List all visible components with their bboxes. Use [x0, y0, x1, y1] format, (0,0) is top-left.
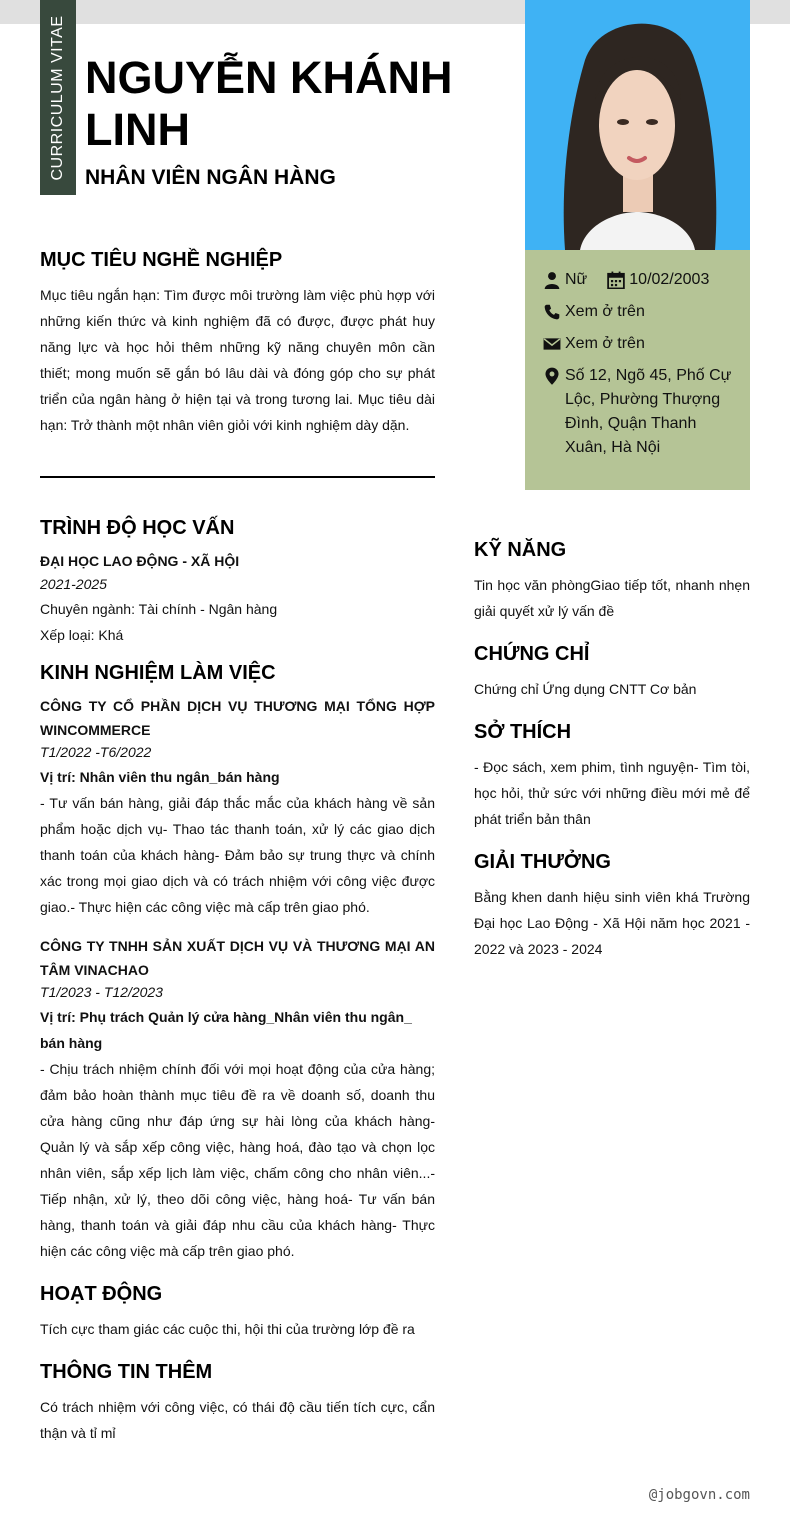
additional-text: Có trách nhiệm với công việc, có thái độ cầu tiến tích cực, cẩn thận và tỉ mỉ: [40, 1399, 435, 1441]
birthdate-value: 10/02/2003: [629, 271, 710, 288]
gender-birthdate-row: [543, 268, 736, 292]
activities-title: HOẠT ĐỘNG: [40, 1283, 163, 1305]
job-2-description: - Chịu trách nhiệm chính đối với mọi hoạt động của cửa hàng; đảm bảo hoàn thành mục tiêu đề ra về doanh số, doanh thu cửa hàng cũng như đáp ứng sự hài lòng của khách hàng- Quản lý và sắp xếp công việc, hàng hoá, đào tạo và chọn lọc nhân viên, sắp xếp lịch làm việc, chấm công cho nhân viên...- Tiếp nhận, xử lý, theo dõi công việc, hàng hoá- Tư vấn bán hàng, thanh toán và giải đáp nhu cầu của khách hàng- Thực hiện các công việc mà cấp trên giao phó.: [40, 1061, 435, 1259]
full-name: NGUYỄN KHÁNH LINH: [85, 52, 453, 155]
certificates-text: Chứng chỉ Ứng dụng CNTT Cơ bản: [474, 681, 697, 697]
skills-text: Tin học văn phòngGiao tiếp tốt, nhanh nhẹn giải quyết xử lý vấn đề: [474, 577, 750, 619]
address-value: Số 12, Ngõ 45, Phố Cự Lộc, Phường Thượng Đình, Quận Thanh Xuân, Hà Nội: [565, 367, 732, 456]
job-1-position: Vị trí: Nhân viên thu ngân_bán hàng: [40, 769, 280, 785]
skills-title: KỸ NĂNG: [474, 539, 567, 561]
email-row: [543, 332, 736, 356]
watermark: @jobgovn.com: [648, 1487, 750, 1503]
calendar-icon: [607, 271, 625, 289]
hobbies-text: - Đọc sách, xem phim, tình nguyện- Tìm tòi, học hỏi, thử sức với những điều mới mẻ để phát triển bản thân: [474, 759, 750, 827]
objective-text: Mục tiêu ngắn hạn: Tìm được môi trường làm việc phù hợp với những kiến thức và kinh nghiệm đã có được, được phát huy năng lực và học hỏi thêm những kỹ năng chuyên môn cần thiết; mong muốn sẽ gắn bó lâu dài và đóng góp cho sự phát triển của ngân hàng ở hiện tại và trong tương lai. Mục tiêu dài hạn: Trở thành một nhân viên giỏi với kinh nghiệm dày dặn.: [40, 287, 435, 433]
additional-title: THÔNG TIN THÊM: [40, 1361, 213, 1383]
experience-title: KINH NGHIỆM LÀM VIỆC: [40, 662, 276, 684]
job-2-position: Vị trí: Phụ trách Quản lý cửa hàng_Nhân viên thu ngân_ bán hàng: [40, 1009, 412, 1051]
phone-row: [543, 300, 736, 324]
divider: [40, 476, 435, 478]
phone-value: Xem ở trên: [565, 303, 645, 320]
person-icon: [543, 271, 561, 289]
education-title: TRÌNH ĐỘ HỌC VẤN: [40, 517, 235, 539]
cv-label: CURRICULUM VITAE: [49, 14, 66, 181]
certificates-title: CHỨNG CHỈ: [474, 643, 590, 665]
phone-icon: [543, 303, 561, 321]
gender-value: Nữ: [565, 271, 588, 288]
job-1-period: T1/2022 -T6/2022: [40, 744, 152, 760]
job-title: NHÂN VIÊN NGÂN HÀNG: [85, 166, 336, 189]
activities-text: Tích cực tham giác các cuộc thi, hội thi của trường lớp đề ra: [40, 1321, 415, 1337]
job-2-company: CÔNG TY TNHH SẢN XUẤT DỊCH VỤ VÀ THƯƠNG MẠI AN TÂM VINACHAO: [40, 938, 435, 978]
mail-icon: [543, 335, 561, 353]
objective-title: MỤC TIÊU NGHỀ NGHIỆP: [40, 249, 283, 271]
awards-title: GIẢI THƯỞNG: [474, 851, 611, 873]
email-value: Xem ở trên: [565, 335, 645, 352]
cv-side-tag: [40, 0, 76, 195]
contact-box: [525, 250, 750, 490]
education-period: 2021-2025: [40, 576, 107, 592]
education-major: Chuyên ngành: Tài chính - Ngân hàng: [40, 601, 278, 617]
profile-photo: [525, 0, 750, 250]
address-row: [543, 364, 736, 460]
education-rank: Xếp loại: Khá: [40, 627, 124, 643]
location-pin-icon: [543, 367, 561, 385]
education-school: ĐẠI HỌC LAO ĐỘNG - XÃ HỘI: [40, 553, 240, 569]
job-2-period: T1/2023 - T12/2023: [40, 984, 163, 1000]
hobbies-title: SỞ THÍCH: [474, 721, 572, 743]
awards-text: Bằng khen danh hiệu sinh viên khá Trường Đại học Lao Động - Xã Hội năm học 2021 - 2022 và 2023 - 2024: [474, 889, 750, 957]
job-1-description: - Tư vấn bán hàng, giải đáp thắc mắc của khách hàng về sản phẩm hoặc dịch vụ- Thao tác thanh toán, xử lý các giao dịch thanh toán của khách hàng- Đảm bảo sự trung thực và chính xác trong mọi giao dịch và có trách nhiệm với công việc được giao.- Thực hiện các công việc mà cấp trên giao phó.: [40, 795, 435, 915]
job-1-company: CÔNG TY CỔ PHẦN DỊCH VỤ THƯƠNG MẠI TỔNG HỢP WINCOMMERCE: [40, 698, 435, 738]
